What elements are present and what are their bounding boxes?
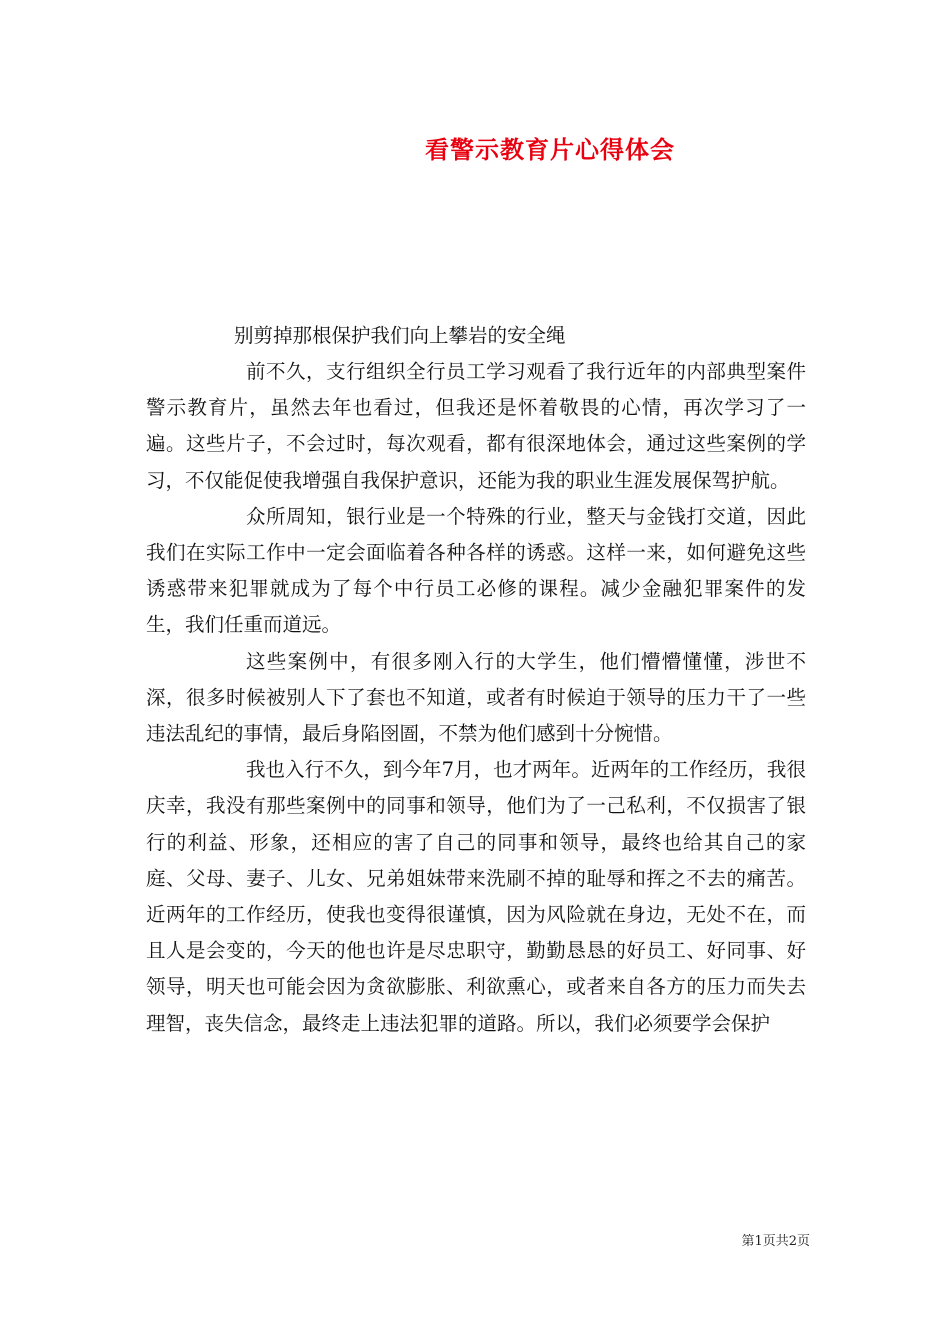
- paragraph-3: 这些案例中，有很多刚入行的大学生，他们懵懵懂懂，涉世不深，很多时候被别人下了套也不知道，或者有时候迫于领导的压力干了一些违法乱纪的事情，最后身陷囹圄，不禁为他们感到十分惋惜。: [146, 649, 806, 746]
- paragraph-1: 前不久，支行组织全行员工学习观看了我行近年的内部典型案件警示教育片，虽然去年也看过，但我还是怀着敬畏的心情，再次学习了一遍。这些片子，不会过时，每次观看，都有很深地体会，通过这些案例的学习，不仅能促使我增强自我保护意识，还能为我的职业生涯发展保驾护航。: [146, 360, 806, 492]
- document-subtitle: 别剪掉那根保护我们向上攀岩的安全绳: [234, 324, 566, 347]
- paragraph-2: 众所周知，银行业是一个特殊的行业，整天与金钱打交道，因此我们在实际工作中一定会面临着各种各样的诱惑。这样一来，如何避免这些诱惑带来犯罪就成为了每个中行员工必修的课程。减少金融犯罪案件的发生，我们任重而道远。: [146, 504, 806, 637]
- paragraph-4: 我也入行不久，到今年7月，也才两年。近两年的工作经历，我很庆幸，我没有那些案例中的同事和领导，他们为了一己私利，不仅损害了银行的利益、形象，还相应的害了自己的同事和领导，最终也给其自己的家庭、父母、妻子、儿女、兄弟姐妹带来洗刷不掉的耻辱和挥之不去的痛苦。近两年的工作经历，使我也变得很谨慎，因为风险就在身边，无处不在，而且人是会变的，今天的他也许是尽忠职守，勤勤恳恳的好员工、好同事、好领导，明天也可能会因为贪欲膨胀、利欲熏心，或者来自各方的压力而失去理智，丧失信念，最终走上违法犯罪的道路。所以，我们必须要学会保护: [146, 758, 806, 1035]
- document-title: 看警示教育片心得体会: [425, 136, 675, 164]
- page-number-footer: 第1页共2页: [741, 1234, 810, 1249]
- document-body: [146, 318, 806, 1042]
